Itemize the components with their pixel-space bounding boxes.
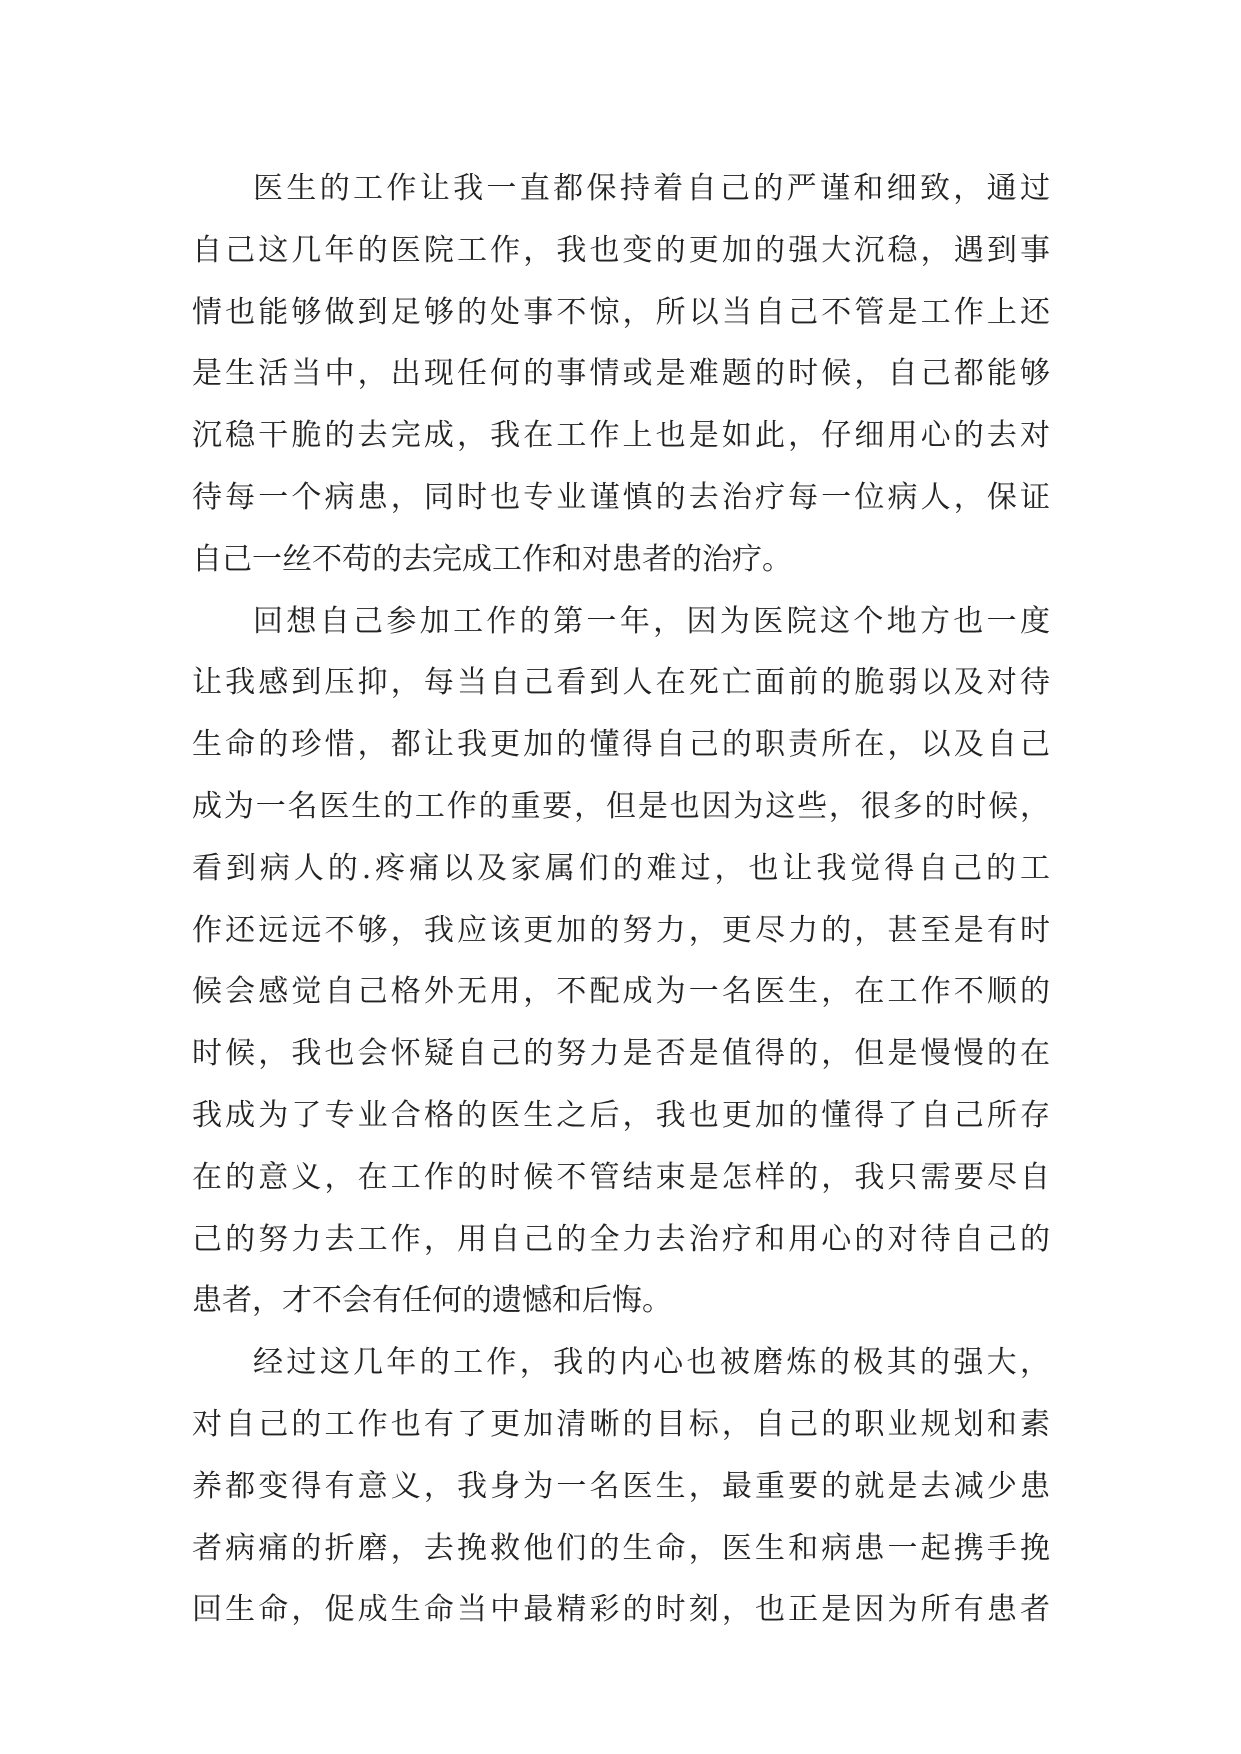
paragraph-3-line-5: 回生命，促成生命当中最精彩的时刻，也正是因为所有患者 [192,1592,1050,1628]
paragraph-1-line-7: 自己一丝不苟的去完成工作和对患者的治疗。 [192,541,792,577]
paragraph-1-line-6: 待每一个病患，同时也专业谨慎的去治疗每一位病人，保证 [192,479,1050,515]
paragraph-2-line-1: 回想自己参加工作的第一年，因为医院这个地方也一度 [253,603,1050,639]
paragraph-2-line-10: 在的意义，在工作的时候不管结束是怎样的，我只需要尽自 [192,1159,1050,1195]
paragraph-3-line-4: 者病痛的折磨，去挽救他们的生命，医生和病患一起携手挽 [192,1530,1050,1566]
paragraph-1-line-4: 是生活当中，出现任何的事情或是难题的时候，自己都能够 [192,356,1050,392]
paragraph-2-line-9: 我成为了专业合格的医生之后，我也更加的懂得了自己所存 [192,1097,1050,1133]
paragraph-2-line-8: 时候，我也会怀疑自己的努力是否是值得的，但是慢慢的在 [192,1036,1050,1072]
paragraph-1-line-5: 沉稳干脆的去完成，我在工作上也是如此，仔细用心的去对 [192,418,1050,454]
paragraph-3-line-3: 养都变得有意义，我身为一名医生，最重要的就是去减少患 [192,1468,1050,1504]
paragraph-2-line-7: 候会感觉自己格外无用，不配成为一名医生，在工作不顺的 [192,974,1050,1010]
paragraph-1-line-2: 自己这几年的医院工作，我也变的更加的强大沉稳，遇到事 [192,232,1050,268]
paragraph-3-line-2: 对自己的工作也有了更加清晰的目标，自己的职业规划和素 [192,1406,1050,1442]
paragraph-2-line-2: 让我感到压抑，每当自己看到人在死亡面前的脆弱以及对待 [192,665,1050,701]
paragraph-2-line-6: 作还远远不够，我应该更加的努力，更尽力的，甚至是有时 [192,912,1050,948]
paragraph-2-line-12: 患者，才不会有任何的遗憾和后悔。 [192,1283,672,1319]
paragraph-1-line-1: 医生的工作让我一直都保持着自己的严谨和细致，通过 [253,171,1050,206]
paragraph-2-line-5: 看到病人的.疼痛以及家属们的难过，也让我觉得自己的工 [192,850,1050,886]
paragraph-3-line-1: 经过这几年的工作，我的内心也被磨炼的极其的强大， [253,1345,1050,1381]
paragraph-1-line-3: 情也能够做到足够的处事不惊，所以当自己不管是工作上还 [192,294,1050,330]
paragraph-2-line-4: 成为一名医生的工作的重要，但是也因为这些，很多的时候， [192,788,1050,824]
document-body [192,158,1050,1641]
paragraph-2-line-3: 生命的珍惜，都让我更加的懂得自己的职责所在，以及自己 [192,727,1050,763]
paragraph-2-line-11: 己的努力去工作，用自己的全力去治疗和用心的对待自己的 [192,1221,1050,1257]
